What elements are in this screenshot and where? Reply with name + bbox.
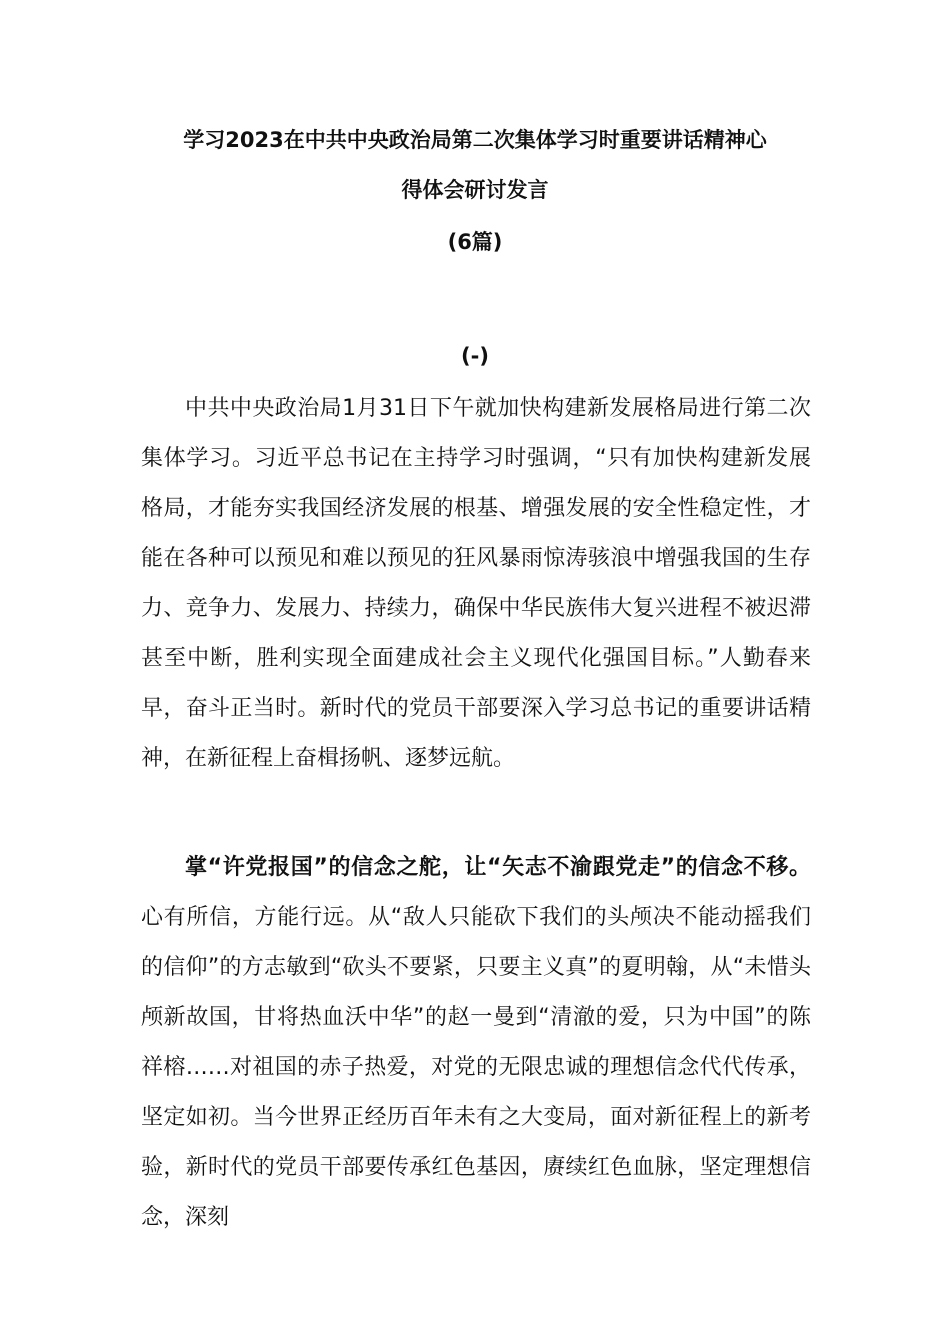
document-title-line-2: 得体会研讨发言 [401,178,549,202]
paragraph-2-body: 心有所信，方能行远。从“敌人只能砍下我们的头颅决不能动摇我们的信仰”的方志敏到“砍头不要紧，只要主义真”的夏明翰，从“未惜头颅新故国，甘将热血沃中华”的赵一曼到“清澈的爱，只为中国”的陈祥榕……对祖国的赤子热爱，对党的无限忠诚的理想信念代代传承，坚定如初。当今世界正经历百年未有之大变局，面对新征程上的新考验，新时代的党员干部要传承红色基因，赓续红色血脉，坚定理想信念，深刻 [141,905,811,1230]
document-title-line-1: 学习2023在中共中央政治局第二次集体学习时重要讲话精神心 [183,128,767,152]
section-number: (-) [461,344,489,368]
paragraph-1: 中共中央政治局1月31日下午就加快构建新发展格局进行第二次集体学习。习近平总书记在主持学习时强调，“只有加快构建新发展格局，才能夯实我国经济发展的根基、增强发展的安全性稳定性，才能在各种可以预见和难以预见的狂风暴雨惊涛骇浪中增强我国的生存力、竞争力、发展力、持续力，确保中华民族伟大复兴进程不被迟滞甚至中断，胜利实现全面建成社会主义现代化强国目标。”人勤春来早，奋斗正当时。新时代的党员干部要深入学习总书记的重要讲话精神，在新征程上奋楫扬帆、逐梦远航。 [141,396,811,771]
paragraph-2 [141,843,811,1243]
document-title-count: (6篇) [447,230,503,254]
paragraph-2-heading: 掌“许党报国”的信念之舵，让“矢志不渝跟党走”的信念不移。 [185,855,811,880]
